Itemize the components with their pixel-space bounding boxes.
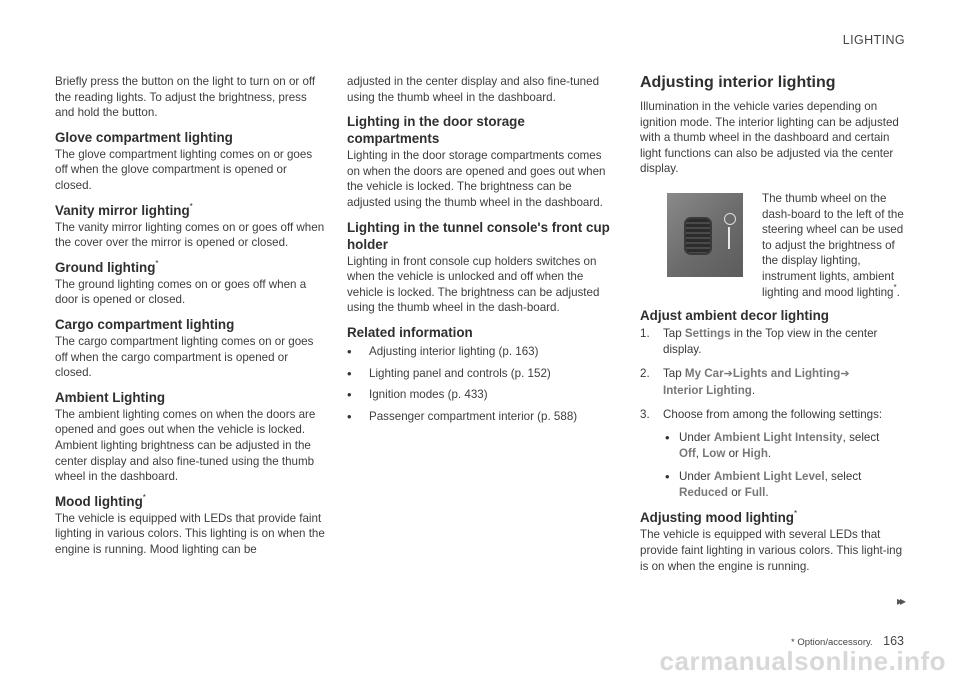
option-asterisk: * xyxy=(142,492,146,502)
footnote: * Option/accessory. xyxy=(791,637,873,648)
ambient-text: The ambient lighting comes on when the doors are opened and goes out when the vehicle is locked. Ambient lighting brightness can be adjusted in the center display and also fine-tuned using the thumb wheel in the dashboard. xyxy=(55,407,316,484)
thumb-wheel-figure xyxy=(640,191,906,299)
option-intensity: • Under Ambient Light Intensity, select Off, Low or High. xyxy=(663,430,906,461)
tunnel-console-text: Lighting in front console cup holders switches on when the vehicle is unlocked and off when the vehicle is locked. The brightness can be adjusted using the thumb wheel in the dash-board. xyxy=(347,254,600,315)
glove-text: The glove compartment lighting comes on or goes off when the glove compartment is opened or closed. xyxy=(55,147,313,192)
mood-text: The vehicle is equipped with LEDs that provide faint lighting in various colors. This lighting is on when the engine is running. Mood lighting can be xyxy=(55,511,325,556)
step-1: 1. Tap Settings in the Top view in the center display. xyxy=(640,326,878,356)
vanity-heading: Vanity mirror lighting* xyxy=(55,201,193,218)
interior-lighting-intro: Illumination in the vehicle varies depending on ignition mode. The interior lighting can be adjusted with a thumb wheel in the dashboard and certain light functions can also be adjusted via the center display. xyxy=(640,100,899,176)
mood-adjust-text: The vehicle is equipped with several LEDs that provide faint lighting in various colors. This light-ing is on when the engine is running. xyxy=(640,528,903,573)
mood-adjust-heading: Adjusting mood lighting* xyxy=(640,509,798,526)
glove-heading: Glove compartment lighting xyxy=(55,129,233,145)
column-2 xyxy=(347,74,617,430)
reading-lights-text: Briefly press the button on the light to turn on or off the reading lights. To adjust the brightness, press and hold the button. xyxy=(55,75,316,120)
option-asterisk: * xyxy=(793,509,798,519)
related-link[interactable]: • Passenger compartment interior (p. 588) xyxy=(347,409,617,425)
thumb-wheel-image xyxy=(667,193,743,277)
column-3 xyxy=(640,73,906,574)
continue-arrows-icon: ▸▸ xyxy=(896,594,903,608)
ambient-heading: Ambient Lighting xyxy=(55,389,166,405)
vanity-text: The vanity mirror lighting comes on or goes off when the cover over the mirror is opened or closed. xyxy=(55,220,325,250)
related-link[interactable]: • Adjusting interior lighting (p. 163) xyxy=(347,344,617,360)
brightness-bar xyxy=(728,227,730,249)
cargo-text: The cargo compartment lighting comes on or goes off when the cargo compartment is opened or closed. xyxy=(55,334,314,380)
column-1 xyxy=(55,74,325,557)
option-asterisk: * xyxy=(893,282,897,292)
door-storage-text: Lighting in the door storage compartments comes on when the doors are opened and goes out when the vehicle is locked. The brightness can be adjusted using the thumb wheel in the dashboard. xyxy=(347,149,606,209)
step-2: 2. Tap My Car➔Lights and Lighting➔ Interior Lighting. xyxy=(640,367,850,397)
mood-text-continued: adjusted in the center display and also fine-tuned using the thumb wheel in the dashboard. xyxy=(347,75,600,104)
section-header: LIGHTING xyxy=(842,33,905,47)
settings-options-list xyxy=(663,430,906,500)
brightness-icon xyxy=(724,213,736,225)
mood-heading: Mood lighting* xyxy=(55,492,146,509)
cargo-heading: Cargo compartment lighting xyxy=(55,316,235,332)
option-asterisk: * xyxy=(155,258,159,268)
step-3: 3. Choose from among the following settings: • Under Ambient Light Intensity, select Off, Low or High. • Under Ambient Light Level, select Reduced or Full. xyxy=(640,407,906,500)
option-asterisk: * xyxy=(189,201,193,211)
arrow-right-icon: ➔ xyxy=(840,368,850,381)
page-number: 163 xyxy=(883,634,904,648)
arrow-right-icon: ➔ xyxy=(723,368,733,381)
watermark-logo: carmanualsonline.info xyxy=(659,646,946,676)
thumb-wheel-icon xyxy=(684,217,712,255)
related-link[interactable]: • Ignition modes (p. 433) xyxy=(347,387,617,403)
page-title: Adjusting interior lighting xyxy=(640,74,836,91)
settings-menu-ref: Settings xyxy=(684,326,731,340)
related-link[interactable]: • Lighting panel and controls (p. 152) xyxy=(347,366,617,382)
related-info-heading: Related information xyxy=(347,324,473,340)
option-level: • Under Ambient Light Level, select Reduced or Full. xyxy=(663,469,906,500)
related-info-list xyxy=(347,344,617,424)
figure-caption: The thumb wheel on the dash-board to the left of the steering wheel can be used to adjust the brightness of the display lighting, instrument lights, ambient lighting and mood lighting*. xyxy=(762,191,904,299)
door-storage-heading: Lighting in the door storage compartments xyxy=(347,114,525,147)
ground-text: The ground lighting comes on or goes off when a door is opened or closed. xyxy=(55,277,307,307)
ambient-decor-steps xyxy=(640,326,906,500)
ambient-decor-heading: Adjust ambient decor lighting xyxy=(640,307,829,323)
tunnel-console-heading: Lighting in the tunnel console's front cup holder xyxy=(347,219,610,252)
ground-heading: Ground lighting* xyxy=(55,258,159,275)
